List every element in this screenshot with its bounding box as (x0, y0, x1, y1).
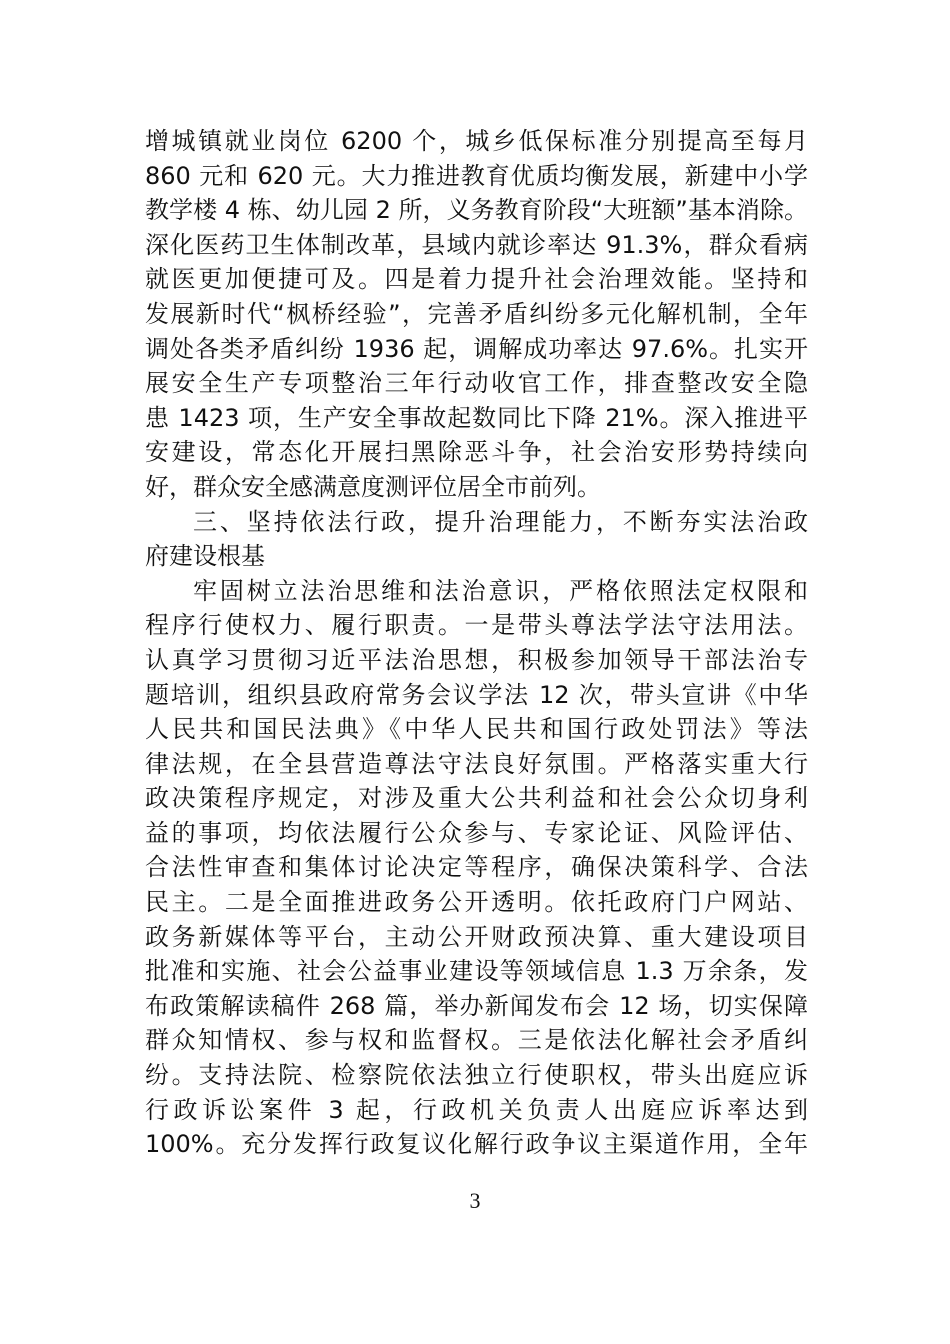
text-line: 患 1423 项，生产安全事故起数同比下降 21%。深入推进平 (145, 403, 808, 432)
text-line: 好，群众安全感满意度测评位居全市前列。 (145, 472, 601, 501)
text-line: 就医更加便捷可及。四是着力提升社会治理效能。坚持和 (145, 265, 808, 294)
text-line: 批准和实施、社会公益事业建设等领域信息 1.3 万余条，发 (145, 957, 808, 986)
text-line: 认真学习贯彻习近平法治思想，积极参加领导干部法治专 (145, 645, 808, 674)
text-line: 人民共和国民法典》《中华人民共和国行政处罚法》等法 (145, 715, 808, 744)
text-line: 增城镇就业岗位 6200 个，城乡低保标准分别提高至每月 (145, 127, 808, 155)
section-heading-line: 三、坚持依法行政，提升治理能力，不断夯实法治政 (193, 507, 808, 536)
text-line: 860 元和 620 元。大力推进教育优质均衡发展，新建中小学 (145, 161, 808, 190)
text-line: 100%。充分发挥行政复议化解行政争议主渠道作用，全年 (145, 1130, 808, 1159)
text-line: 益的事项，均依法履行公众参与、专家论证、风险评估、 (145, 818, 808, 847)
text-line: 调处各类矛盾纠纷 1936 起，调解成功率达 97.6%。扎实开 (145, 334, 808, 363)
text-line: 教学楼 4 栋、幼儿园 2 所，义务教育阶段“大班额”基本消除。 (145, 196, 808, 225)
text-line: 题培训，组织县政府常务会议学法 12 次，带头宣讲《中华 (145, 680, 808, 709)
page-number: 3 (469, 1188, 481, 1213)
text-line: 程序行使权力、履行职责。一是带头尊法学法守法用法。 (145, 611, 808, 640)
text-line: 民主。二是全面推进政务公开透明。依托政府门户网站、 (145, 888, 808, 917)
text-line: 政务新媒体等平台，主动公开财政预决算、重大建设项目 (145, 922, 808, 951)
body-text (145, 124, 808, 1162)
text-line: 律法规，在全县营造尊法守法良好氛围。严格落实重大行 (145, 749, 808, 778)
text-line: 纷。支持法院、检察院依法独立行使职权，带头出庭应诉 (145, 1061, 808, 1090)
text-line: 发展新时代“枫桥经验”，完善矛盾纠纷多元化解机制，全年 (145, 299, 808, 328)
text-line: 牢固树立法治思维和法治意识，严格依照法定权限和 (193, 576, 808, 605)
text-line: 行政诉讼案件 3 起，行政机关负责人出庭应诉率达到 (145, 1095, 808, 1124)
text-line: 展安全生产专项整治三年行动收官工作，排查整改安全隐 (145, 369, 808, 398)
text-line: 群众知情权、参与权和监督权。三是依法化解社会矛盾纠 (145, 1026, 808, 1055)
text-line: 安建设，常态化开展扫黑除恶斗争，社会治安形势持续向 (145, 438, 808, 467)
text-line: 合法性审查和集体讨论决定等程序，确保决策科学、合法 (145, 853, 808, 882)
text-line: 布政策解读稿件 268 篇，举办新闻发布会 12 场，切实保障 (145, 991, 808, 1020)
section-heading-line: 府建设根基 (145, 542, 265, 571)
text-line: 深化医药卫生体制改革，县域内就诊率达 91.3%，群众看病 (145, 230, 808, 259)
text-line: 政决策程序规定，对涉及重大公共利益和社会公众切身利 (145, 784, 808, 813)
